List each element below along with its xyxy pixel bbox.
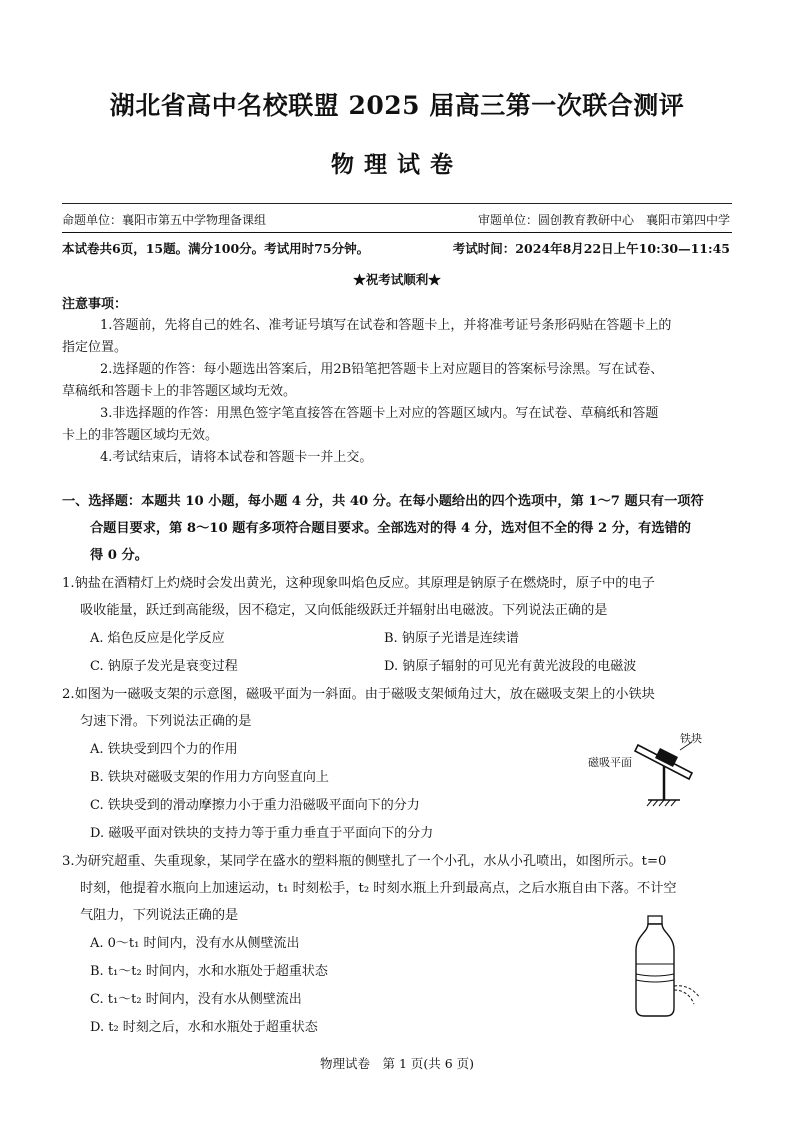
question-2-option-c: C. 铁块受到的滑动摩擦力小于重力沿磁吸平面向下的分力 bbox=[90, 798, 420, 813]
question-3-stem: 3.为研究超重、失重现象，某同学在盛水的塑料瓶的侧壁扎了一个小孔，水从小孔喷出，如图所示。t=0 bbox=[62, 854, 667, 869]
question-1-stem: 1.钠盐在酒精灯上灼烧时会发出黄光，这种现象叫焰色反应。其原理是钠原子在燃烧时，原子中的电子 bbox=[62, 576, 655, 591]
section-instructions: 一、选择题：本题共 10 小题，每小题 4 分，共 40 分。在每小题给出的四个选项中，第 1～7 题只有一项符 bbox=[62, 494, 704, 509]
magnetic-stand-figure bbox=[580, 730, 720, 810]
header-rule-bottom bbox=[62, 232, 732, 233]
question-3-option-c: C. t₁～t₂ 时间内，没有水从侧壁流出 bbox=[90, 992, 302, 1007]
question-3-option-b: B. t₁～t₂ 时间内，水和水瓶处于超重状态 bbox=[90, 964, 328, 979]
question-3-stem: 气阻力，下列说法正确的是 bbox=[80, 908, 239, 923]
question-1-option-a: A. 焰色反应是化学反应 bbox=[90, 631, 225, 646]
note-line: 2.选择题的作答：每小题选出答案后，用2B铅笔把答题卡上对应题目的答案标号涂黑。写在试卷、 bbox=[100, 362, 664, 377]
author-unit: 命题单位：襄阳市第五中学物理备课组 bbox=[62, 213, 267, 227]
question-2-stem: 匀速下滑。下列说法正确的是 bbox=[80, 714, 252, 729]
question-1-option-d: D. 钠原子辐射的可见光有黄光波段的电磁波 bbox=[384, 659, 637, 674]
question-3-option-a: A. 0～t₁ 时间内，没有水从侧壁流出 bbox=[90, 936, 300, 951]
notes-heading: 注意事项： bbox=[62, 297, 128, 312]
question-2-option-d: D. 磁吸平面对铁块的支持力等于重力垂直于平面向下的分力 bbox=[90, 826, 434, 841]
note-line: 4.考试结束后，请将本试卷和答题卡一并上交。 bbox=[100, 450, 373, 465]
note-line: 1.答题前，先将自己的姓名、准考证号填写在试卷和答题卡上，并将准考证号条形码贴在答题卡上的 bbox=[100, 318, 672, 333]
note-line: 3.非选择题的作答：用黑色签字笔直接答在答题卡上对应的答题区域内。写在试卷、草稿纸和答题 bbox=[100, 406, 659, 421]
question-1-option-c: C. 钠原子发光是衰变过程 bbox=[90, 659, 238, 674]
exam-subject: 物理试卷 bbox=[331, 151, 463, 178]
water-jet bbox=[674, 990, 694, 1004]
good-luck-banner: ★祝考试顺利★ bbox=[353, 272, 441, 287]
header-rule-top bbox=[62, 203, 732, 204]
question-1-stem: 吸收能量，跃迁到高能级，因不稳定，又向低能级跃迁并辐射出电磁波。下列说法正确的是 bbox=[80, 603, 608, 618]
question-2-stem: 2.如图为一磁吸支架的示意图，磁吸平面为一斜面。由于磁吸支架倾角过大，放在磁吸支架上的小铁块 bbox=[62, 687, 655, 702]
question-3-option-d: D. t₂ 时刻之后，水和水瓶处于超重状态 bbox=[90, 1020, 318, 1035]
review-unit: 审题单位：圆创教育教研中心 襄阳市第四中学 bbox=[477, 213, 730, 227]
page-footer: 物理试卷 第 1 页(共 6 页) bbox=[319, 1056, 475, 1071]
magnetic-plane-label: 磁吸平面 bbox=[588, 756, 632, 769]
question-2-option-a: A. 铁块受到四个力的作用 bbox=[90, 742, 238, 757]
water-jet bbox=[674, 986, 700, 998]
ground-hatch bbox=[647, 800, 676, 806]
exam-time: 考试时间：2024年8月22日上午10:30—11:45 bbox=[452, 241, 730, 256]
water-bottle-figure bbox=[628, 912, 718, 1022]
question-1-option-b: B. 钠原子光谱是连续谱 bbox=[384, 631, 519, 646]
note-line: 卡上的非答题区域均无效。 bbox=[62, 428, 219, 443]
note-line: 指定位置。 bbox=[62, 340, 128, 355]
exam-info: 本试卷共6页，15题。满分100分。考试用时75分钟。 bbox=[62, 241, 370, 256]
exam-title: 湖北省高中名校联盟 2025 届高三第一次联合测评 bbox=[109, 91, 685, 120]
bottle-body bbox=[636, 924, 674, 1016]
bottle-cap bbox=[648, 916, 662, 924]
note-line: 草稿纸和答题卡上的非答题区域均无效。 bbox=[62, 384, 297, 399]
question-3-stem: 时刻，他提着水瓶向上加速运动，t₁ 时刻松手，t₂ 时刻水瓶上升到最高点，之后水瓶自由下落。不计空 bbox=[80, 881, 677, 896]
section-instructions: 得 0 分。 bbox=[90, 548, 148, 563]
question-2-option-b: B. 铁块对磁吸支架的作用力方向竖直向上 bbox=[90, 770, 329, 785]
iron-block-label: 铁块 bbox=[680, 732, 702, 745]
section-instructions: 合题目要求，第 8～10 题有多项符合题目要求。全部选对的得 4 分，选对但不全的得 2 分，有选错的 bbox=[90, 521, 691, 536]
